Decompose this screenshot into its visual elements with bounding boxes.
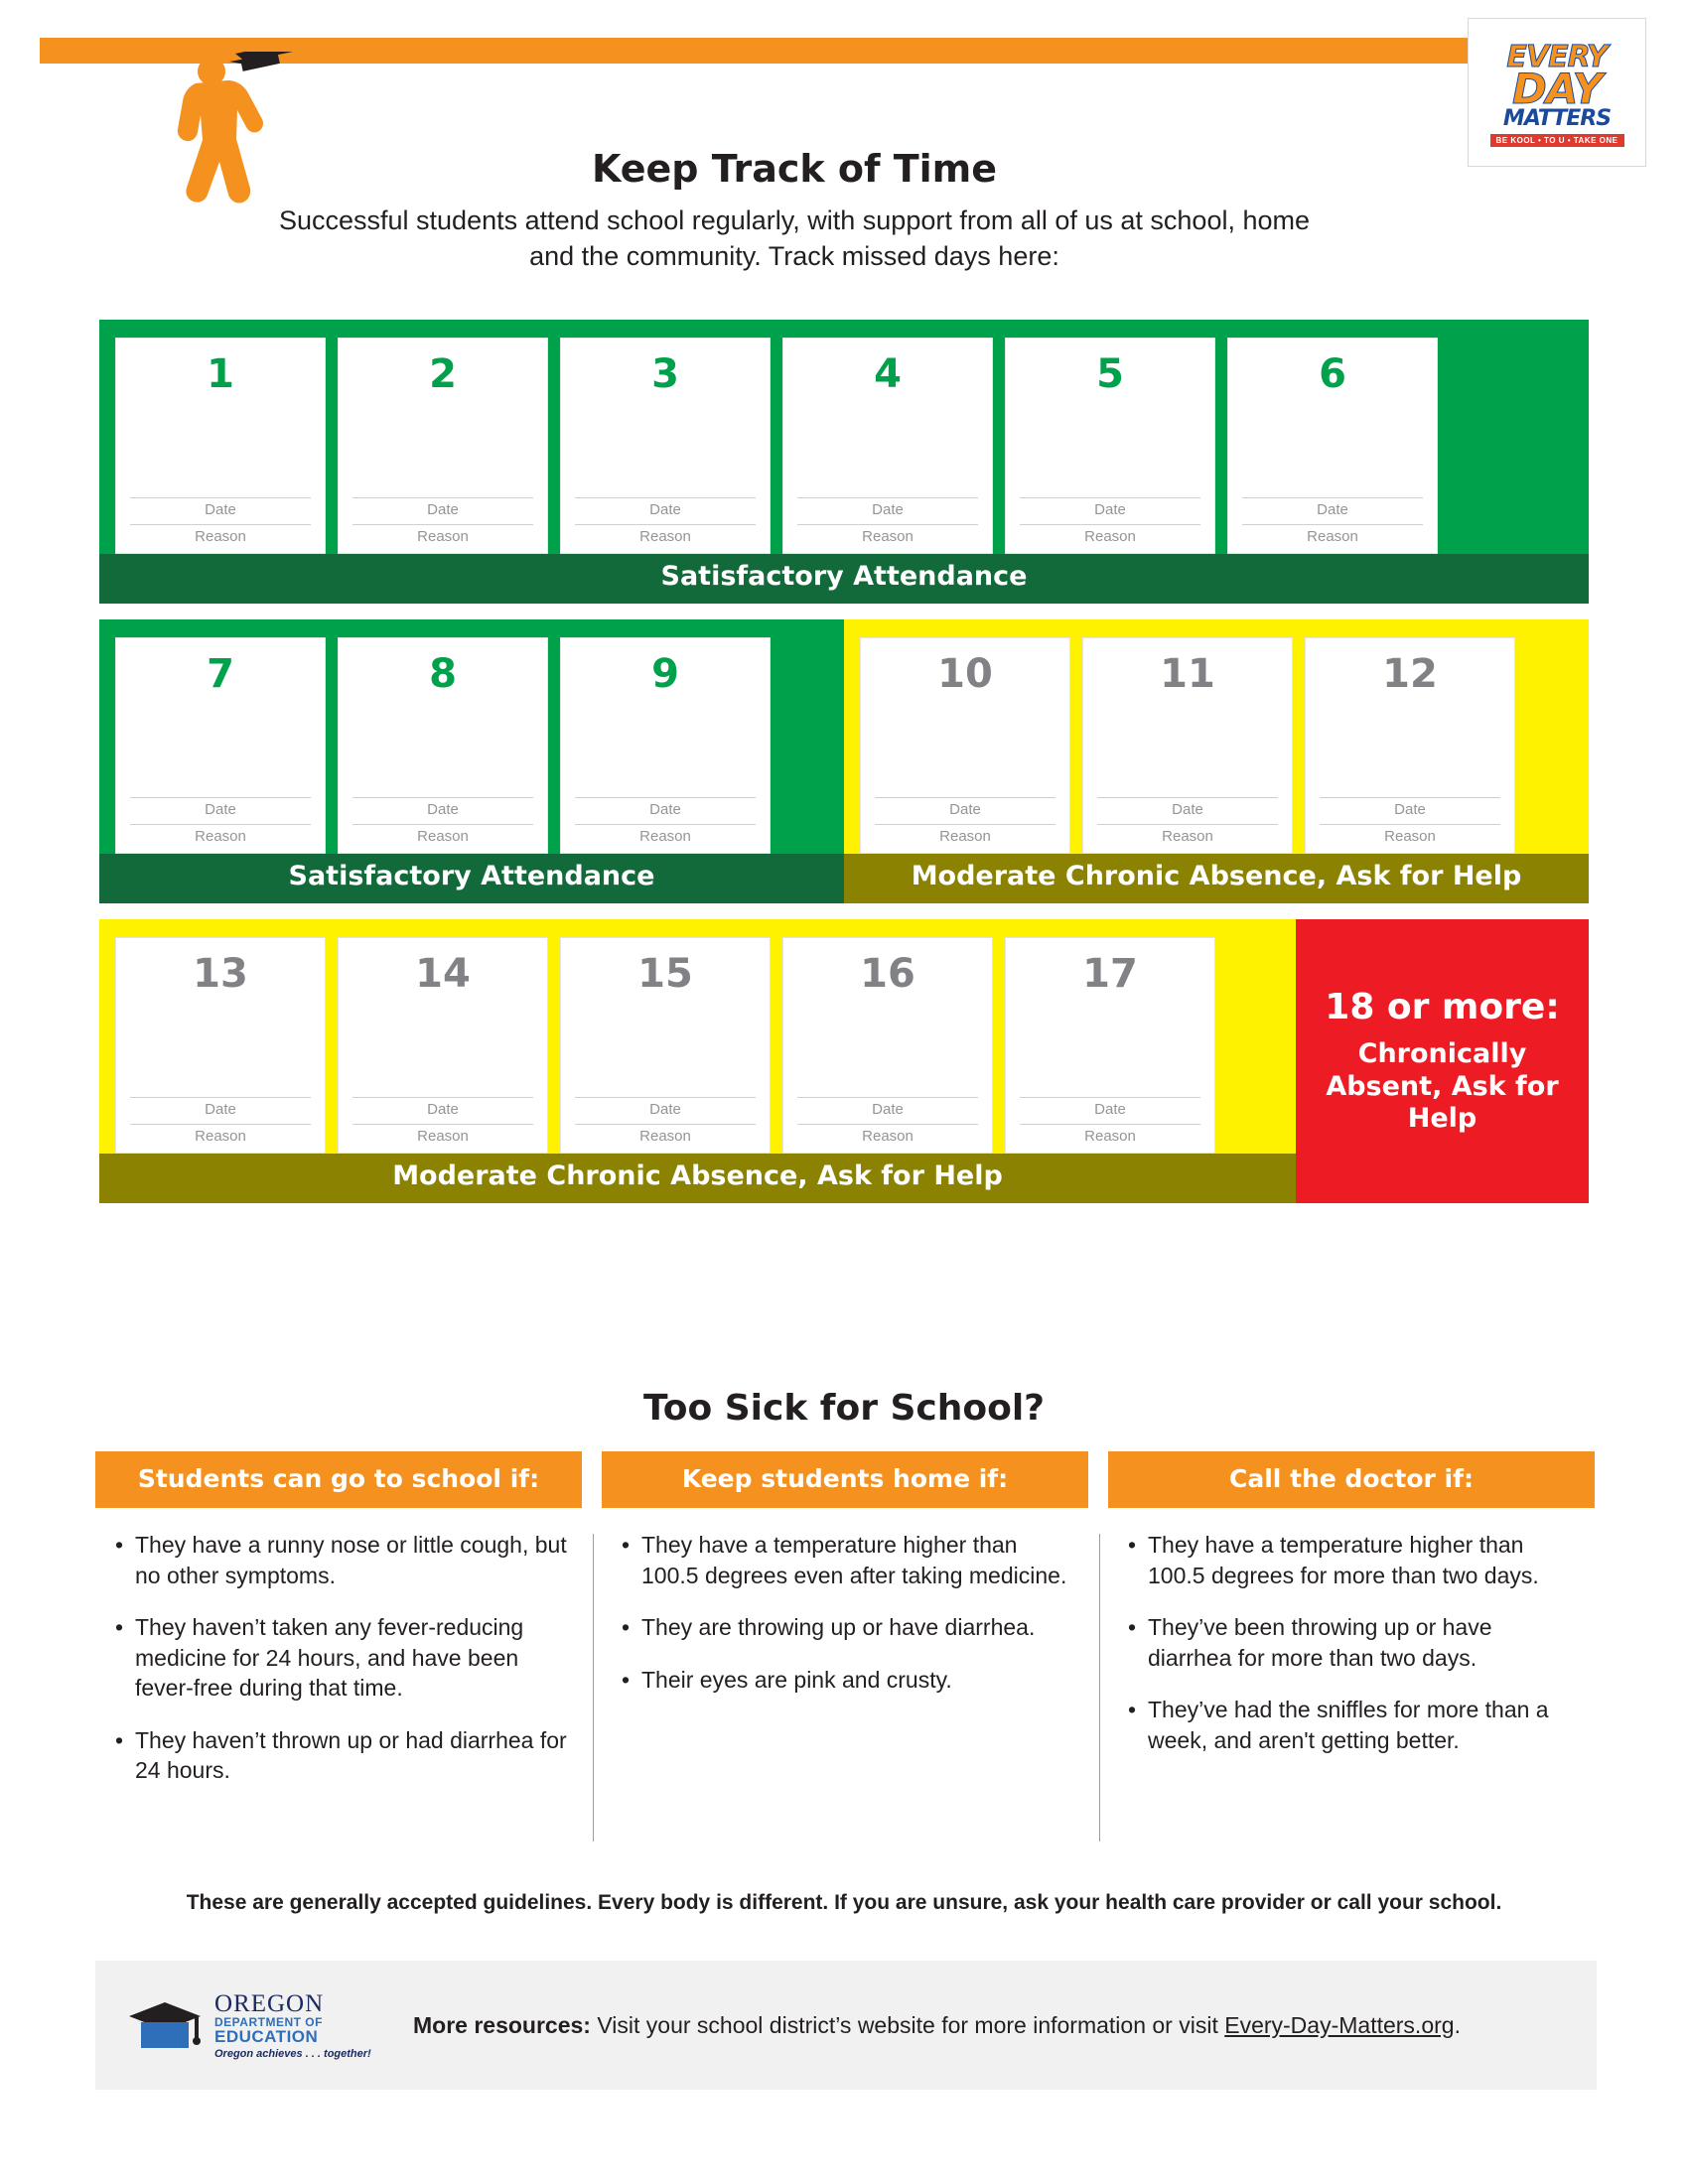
date-field[interactable]: Date — [1020, 1097, 1200, 1118]
day-card[interactable] — [115, 937, 326, 1154]
column-list — [1108, 1530, 1595, 1755]
reason-field[interactable]: Reason — [1320, 824, 1500, 845]
column-list — [602, 1530, 1088, 1695]
column-heading: Students can go to school if: — [95, 1451, 582, 1508]
day-card[interactable] — [860, 637, 1070, 854]
day-number: 3 — [651, 351, 679, 397]
date-field[interactable]: Date — [1320, 797, 1500, 818]
day-number: 17 — [1082, 951, 1138, 997]
footer-resources-text — [413, 2012, 1461, 2039]
date-field[interactable]: Date — [130, 1097, 311, 1118]
reason-field[interactable]: Reason — [130, 524, 311, 545]
date-field[interactable]: Date — [575, 797, 756, 818]
reason-field[interactable]: Reason — [575, 824, 756, 845]
list-item: • They have a temperature higher than 100.5 degrees even after taking medicine. — [641, 1530, 1074, 1590]
day-number: 12 — [1382, 651, 1438, 697]
day-card[interactable] — [115, 637, 326, 854]
page-subtitle: Successful students attend school regularly, with support from all of us at school, home and the community. Track missed days here: — [278, 205, 1311, 271]
day-number: 11 — [1160, 651, 1215, 697]
chronic-threshold-label: 18 or more: — [1325, 986, 1560, 1027]
card-group-3 — [99, 937, 1296, 1154]
segment-satisfactory-2 — [99, 619, 844, 903]
day-card[interactable] — [1305, 637, 1515, 854]
tracker-row-3 — [99, 919, 1589, 1203]
day-number: 15 — [637, 951, 693, 997]
ode-education-label: EDUCATION — [214, 2026, 319, 2046]
column-list — [95, 1530, 582, 1786]
day-number: 2 — [429, 351, 457, 397]
column-call-doctor — [1108, 1451, 1595, 1808]
card-group-2a — [99, 637, 844, 854]
date-field[interactable]: Date — [352, 1097, 533, 1118]
logo-line-every: EVERY — [1506, 39, 1608, 74]
card-group-1 — [99, 338, 1589, 554]
page-title: Keep Track of Time — [591, 147, 998, 191]
day-card[interactable] — [1082, 637, 1293, 854]
list-item: • Their eyes are pink and crusty. — [641, 1665, 1074, 1696]
reason-field[interactable]: Reason — [797, 524, 978, 545]
graduation-cap-icon — [125, 1994, 205, 2056]
day-number: 7 — [207, 651, 234, 697]
band-moderate: Moderate Chronic Absence, Ask for Help — [99, 1154, 1296, 1203]
date-field[interactable]: Date — [875, 797, 1055, 818]
section-title-too-sick: Too Sick for School? — [642, 1388, 1046, 1429]
list-item: • They are throwing up or have diarrhea. — [641, 1612, 1074, 1643]
ode-department-label: DEPARTMENT OF — [214, 2014, 323, 2029]
logo-line-day: DAY — [1512, 65, 1602, 114]
day-card[interactable] — [1227, 338, 1438, 554]
date-field[interactable]: Date — [1097, 797, 1278, 818]
column-divider — [1099, 1534, 1100, 1842]
panel-chronically-absent — [1296, 919, 1589, 1203]
reason-field[interactable]: Reason — [130, 1124, 311, 1145]
reason-field[interactable]: Reason — [1020, 524, 1200, 545]
date-field[interactable]: Date — [1242, 497, 1423, 518]
chronic-status-label: Chronically Absent, Ask for Help — [1326, 1038, 1559, 1134]
band-satisfactory: Satisfactory Attendance — [99, 554, 1589, 604]
reason-field[interactable]: Reason — [1097, 824, 1278, 845]
footer-bar — [95, 1961, 1597, 2090]
guidance-columns — [95, 1451, 1595, 1808]
date-field[interactable]: Date — [575, 497, 756, 518]
date-field[interactable]: Date — [797, 497, 978, 518]
date-field[interactable]: Date — [1020, 497, 1200, 518]
list-item: • They’ve been throwing up or have diarrhea for more than two days. — [1148, 1612, 1581, 1673]
logo-line-matters: MATTERS — [1502, 105, 1612, 131]
footer-sentence: Visit your school district’s website for more information or visit — [590, 2011, 1225, 2038]
reason-field[interactable]: Reason — [352, 1124, 533, 1145]
date-field[interactable]: Date — [130, 797, 311, 818]
day-card[interactable] — [560, 637, 771, 854]
reason-field[interactable]: Reason — [797, 1124, 978, 1145]
day-number: 13 — [193, 951, 248, 997]
list-item: • They have a runny nose or little cough, but no other symptoms. — [135, 1530, 568, 1590]
day-card[interactable] — [1005, 937, 1215, 1154]
date-field[interactable]: Date — [575, 1097, 756, 1118]
reason-field[interactable]: Reason — [1242, 524, 1423, 545]
reason-field[interactable]: Reason — [575, 1124, 756, 1145]
column-heading: Call the doctor if: — [1108, 1451, 1595, 1508]
ode-tagline: Oregon achieves . . . together! — [214, 2047, 371, 2060]
logo-tagline: BE KOOL • TO U • TAKE ONE — [1490, 134, 1624, 147]
reason-field[interactable]: Reason — [352, 524, 533, 545]
day-number: 9 — [651, 651, 679, 697]
list-item: • They haven’t thrown up or had diarrhea for 24 hours. — [135, 1725, 568, 1786]
band-moderate: Moderate Chronic Absence, Ask for Help — [844, 854, 1589, 903]
every-day-matters-link[interactable]: Every-Day-Matters.org — [1224, 2011, 1455, 2038]
day-card[interactable] — [782, 338, 993, 554]
date-field[interactable]: Date — [797, 1097, 978, 1118]
list-item: • They haven’t taken any fever-reducing medicine for 24 hours, and have been fever-free during that time. — [135, 1612, 568, 1704]
day-number: 10 — [937, 651, 993, 697]
reason-field[interactable]: Reason — [575, 524, 756, 545]
reason-field[interactable]: Reason — [875, 824, 1055, 845]
day-card[interactable] — [115, 338, 326, 554]
reason-field[interactable]: Reason — [352, 824, 533, 845]
day-card[interactable] — [338, 637, 548, 854]
footer-period: . — [1454, 2011, 1461, 2038]
day-number: 16 — [860, 951, 915, 997]
column-go-to-school — [95, 1451, 582, 1808]
day-card[interactable] — [338, 338, 548, 554]
segment-moderate-2 — [99, 919, 1296, 1203]
oregon-department-of-education-logo — [125, 1991, 383, 2060]
tracker-row-1 — [99, 320, 1589, 604]
day-number: 4 — [874, 351, 902, 397]
list-item: • They’ve had the sniffles for more than a week, and aren't getting better. — [1148, 1695, 1581, 1755]
day-card[interactable] — [560, 937, 771, 1154]
day-number: 14 — [415, 951, 471, 997]
segment-satisfactory-1 — [99, 320, 1589, 604]
date-field[interactable]: Date — [130, 497, 311, 518]
date-field[interactable]: Date — [352, 797, 533, 818]
guidelines-note: These are generally accepted guidelines. Every body is different. If you are unsure, ask your health care provider or call your school. — [186, 1891, 1502, 1914]
more-resources-label: More resources: — [413, 2011, 591, 2038]
column-divider — [593, 1534, 594, 1842]
card-group-2b — [844, 637, 1589, 854]
list-item: • They have a temperature higher than 100.5 degrees for more than two days. — [1148, 1530, 1581, 1590]
attendance-tracker — [99, 320, 1589, 1219]
day-number: 8 — [429, 651, 457, 697]
ode-oregon-label: OREGON — [214, 1989, 325, 2017]
reason-field[interactable]: Reason — [130, 824, 311, 845]
column-stay-home — [602, 1451, 1088, 1808]
day-card[interactable] — [560, 338, 771, 554]
day-number: 6 — [1319, 351, 1346, 397]
day-card[interactable] — [1005, 338, 1215, 554]
every-day-matters-logo — [1468, 18, 1646, 167]
day-card[interactable] — [338, 937, 548, 1154]
day-number: 5 — [1096, 351, 1124, 397]
segment-moderate-1 — [844, 619, 1589, 903]
column-heading: Keep students home if: — [602, 1451, 1088, 1508]
tracker-row-2 — [99, 619, 1589, 903]
day-number: 1 — [207, 351, 234, 397]
band-satisfactory: Satisfactory Attendance — [99, 854, 844, 903]
date-field[interactable]: Date — [352, 497, 533, 518]
reason-field[interactable]: Reason — [1020, 1124, 1200, 1145]
day-card[interactable] — [782, 937, 993, 1154]
